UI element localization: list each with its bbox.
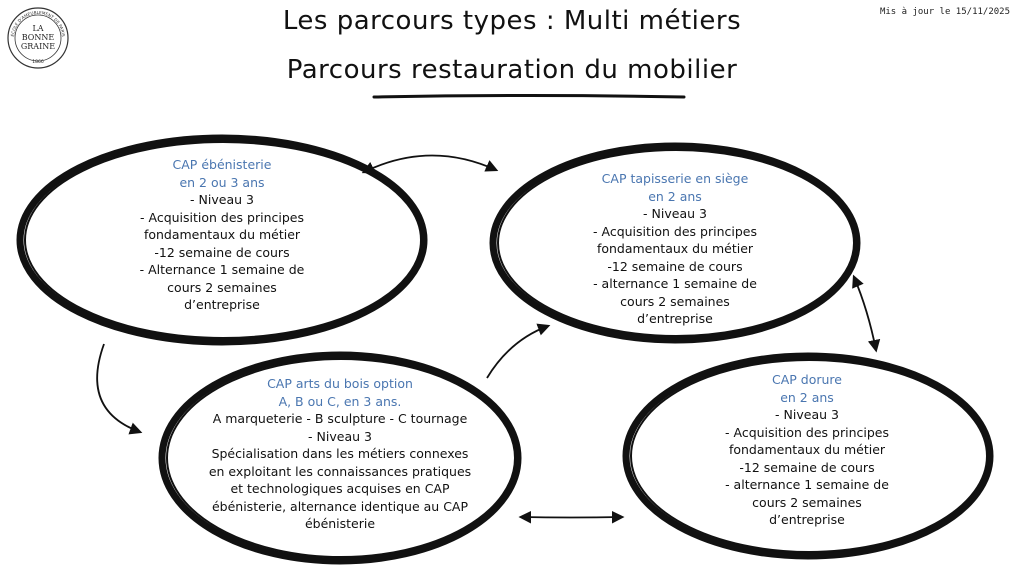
arrow-tapisserie-dorure — [854, 277, 876, 350]
node-heading: en 2 ans — [780, 389, 834, 405]
arrow-arts-bois-dorure — [521, 517, 622, 518]
node-text: cours 2 semaines — [620, 293, 730, 309]
node-text: - Alternance 1 semaine de — [139, 262, 305, 277]
node-heading: CAP ébénisterie — [172, 157, 272, 172]
node-text: en exploitant les connaissances pratiques — [208, 463, 472, 479]
node-ebenisterie — [72, 156, 372, 314]
logo-year: 1866 — [32, 60, 44, 65]
node-text: - Niveau 3 — [775, 407, 839, 422]
node-text: - Acquisition des principes — [725, 424, 889, 440]
node-text: ébénisterie — [304, 516, 376, 531]
node-text: ébénisterie, alternance identique au CAP — [211, 498, 469, 514]
arrow-ebenisterie-tapisserie — [364, 155, 496, 172]
arrow-ebenisterie-arts-bois — [97, 344, 140, 432]
node-heading: en 2 ans — [648, 188, 702, 204]
logo-line2: BONNE — [21, 33, 55, 42]
node-text: - Niveau 3 — [190, 192, 254, 207]
node-text: fondamentaux du métier — [728, 442, 886, 457]
node-dorure — [657, 371, 957, 529]
node-text: -12 semaine de cours — [154, 244, 290, 260]
title-underline — [374, 96, 684, 98]
node-heading: CAP arts du bois option — [267, 376, 413, 391]
node-text: - Niveau 3 — [643, 206, 707, 221]
logo-line3: GRAINE — [20, 42, 56, 51]
node-text: - alternance 1 semaine de — [725, 477, 889, 492]
update-date: Mis à jour le 15/11/2025 — [879, 7, 1010, 17]
node-text: Spécialisation dans les métiers connexes — [211, 446, 469, 461]
node-heading: A, B ou C, en 3 ans. — [278, 393, 402, 409]
node-text: - Acquisition des principes — [593, 223, 757, 239]
node-text: d’entreprise — [637, 311, 713, 326]
node-text: cours 2 semaines — [752, 494, 862, 510]
node-heading: CAP tapisserie en siège — [601, 171, 749, 186]
node-tapisserie — [525, 170, 825, 328]
node-text: - Acquisition des principes — [140, 209, 304, 225]
node-text: et technologiques acquises en CAP — [230, 481, 450, 496]
node-text: A marqueterie - B sculpture - C tournage — [212, 411, 468, 426]
arrow-arts-bois-tapisserie — [487, 326, 548, 378]
node-text: fondamentaux du métier — [143, 227, 301, 242]
page-title: Les parcours types : Multi métiers — [282, 6, 742, 36]
node-text: d’entreprise — [184, 297, 260, 312]
node-heading: CAP dorure — [772, 372, 842, 387]
node-text: - Niveau 3 — [308, 428, 372, 444]
logo-ring-text: ÉCOLE D'AMEUBLEMENT DE PARIS — [10, 9, 66, 37]
node-arts-bois — [170, 375, 510, 533]
node-text: -12 semaine de cours — [739, 459, 875, 475]
page-subtitle: Parcours restauration du mobilier — [286, 55, 738, 85]
node-text: cours 2 semaines — [167, 279, 277, 295]
logo-line1: LA — [32, 24, 44, 33]
node-heading: en 2 ou 3 ans — [179, 174, 265, 190]
node-text: fondamentaux du métier — [596, 241, 754, 256]
node-text: - alternance 1 semaine de — [593, 276, 757, 291]
node-text: d’entreprise — [769, 512, 845, 527]
node-text: -12 semaine de cours — [607, 258, 743, 274]
